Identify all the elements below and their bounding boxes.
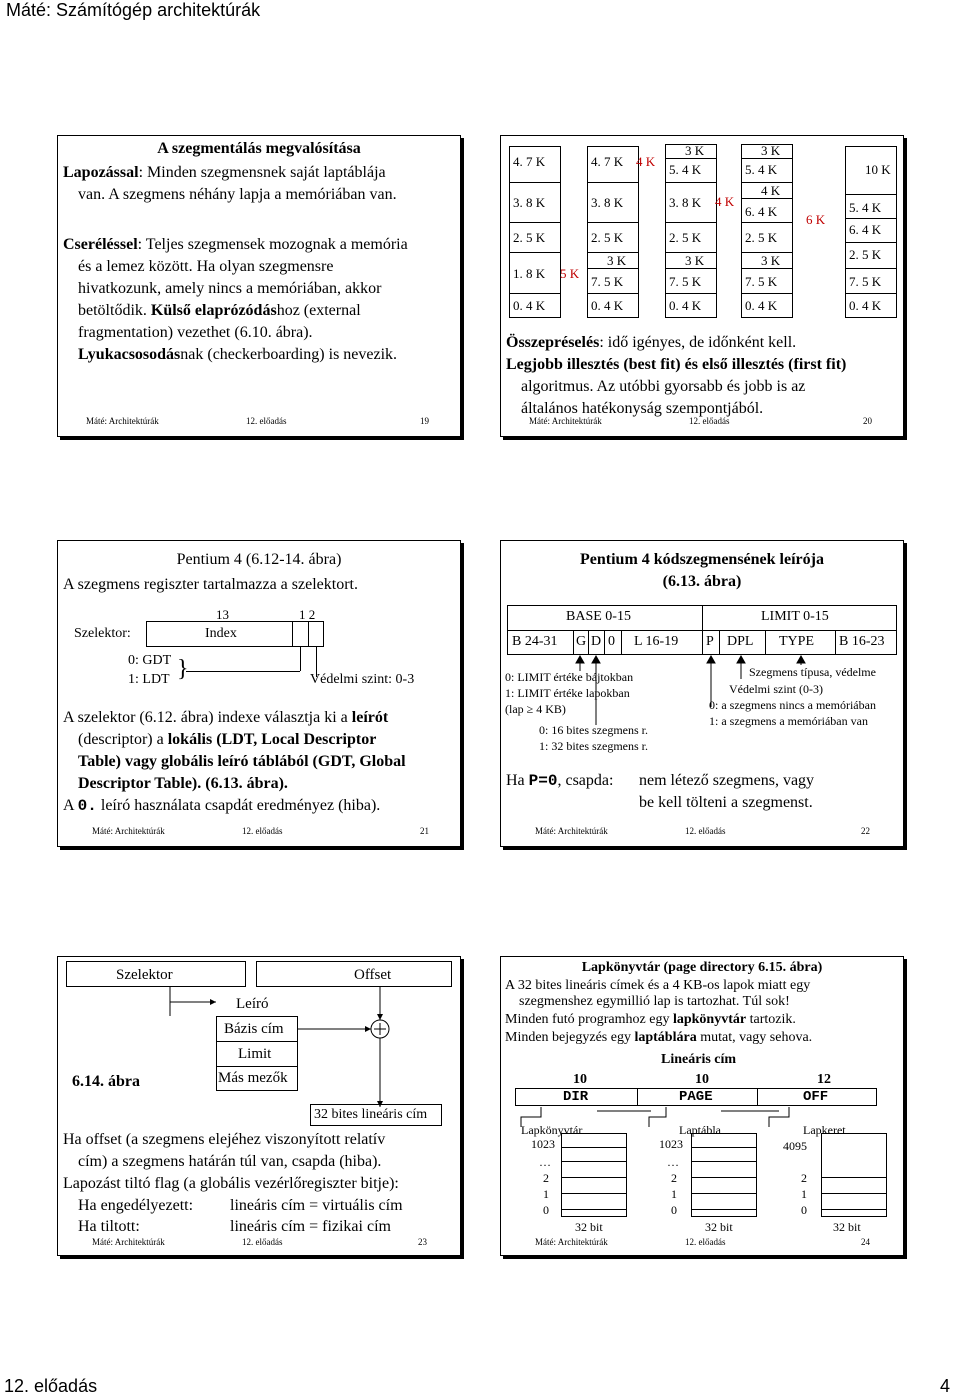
mem-block: 5. 4 K xyxy=(669,162,702,177)
mem-block: 7. 5 K xyxy=(591,274,624,289)
annotation: 1: a szegmens a memóriában van xyxy=(709,714,868,728)
text: Ha offset (a szegmens elejéhez viszonyított relatív xyxy=(63,1131,386,1148)
text-bold: Összepréselés xyxy=(506,334,600,351)
descriptor-label: Leíró xyxy=(236,996,269,1012)
index-label: 1 xyxy=(671,1187,677,1201)
index-field: Index xyxy=(205,626,237,641)
text-bold: Lyukacsosodás xyxy=(78,346,181,363)
text: lineáris cím = fizikai cím xyxy=(230,1218,391,1235)
text-bold: Cseréléssel xyxy=(63,236,138,253)
index-label: 0 xyxy=(801,1203,807,1217)
mem-block: 2. 5 K xyxy=(849,247,882,262)
annotation: 0: LIMIT értéke bájtokban xyxy=(505,670,634,684)
mem-block: 7. 5 K xyxy=(669,274,702,289)
other-fields: Más mezők xyxy=(218,1070,288,1086)
text: : Minden szegmensnek saját laptáblája xyxy=(138,164,386,181)
text-bold: Külső elaprózódás xyxy=(150,302,277,319)
footer-left: Máté: Architektúrák xyxy=(535,1237,608,1247)
mem-block: 4 K xyxy=(761,183,781,198)
text: nem létező szegmens, vagy xyxy=(639,772,815,789)
text: Ha xyxy=(506,772,529,789)
mem-block: 0. 4 K xyxy=(513,298,546,313)
ldt-option: 1: LDT xyxy=(128,672,170,687)
descriptor-field: TYPE xyxy=(779,634,814,649)
slide-footer xyxy=(501,1237,903,1249)
index-label: 0 xyxy=(543,1203,549,1217)
mem-block: 3 K xyxy=(761,253,781,268)
mem-block: 2. 5 K xyxy=(669,230,702,245)
slide-20 xyxy=(500,135,904,437)
slide-title: Lapkönyvtár (page directory 6.15. ábra) xyxy=(581,960,823,975)
protection-level: Védelmi szint: 0-3 xyxy=(310,672,415,687)
text-bold: Legjobb illesztés (best fit) és első illesztés (first fit) xyxy=(506,356,847,373)
bit-width-label: 32 bit xyxy=(575,1220,603,1234)
mem-block: 4. 7 K xyxy=(591,154,624,169)
mem-block: 2. 5 K xyxy=(745,230,778,245)
footer-left: Máté: Architektúrák xyxy=(92,1237,165,1247)
mem-block: 3 K xyxy=(685,143,705,158)
brace-icon: } xyxy=(177,656,189,682)
slide-19 xyxy=(57,135,461,437)
gdt-option: 0: GDT xyxy=(128,653,172,668)
bit-width-label: 32 bit xyxy=(833,1220,861,1234)
index-label: 1 xyxy=(543,1187,549,1201)
mem-block: 5. 4 K xyxy=(745,162,778,177)
text: A szegmens regiszter tartalmazza a szelektort. xyxy=(63,576,358,593)
descriptor-field: G xyxy=(576,634,587,649)
index-label: 4095 xyxy=(783,1139,807,1153)
slide-23 xyxy=(57,956,461,1256)
descriptor-field: D xyxy=(591,634,602,649)
footer-left: Máté: Architektúrák xyxy=(529,416,602,426)
text: mutat, vagy sehova. xyxy=(696,1030,813,1045)
mem-block: 10 K xyxy=(865,162,891,177)
text-bold: Lapozással xyxy=(63,164,139,181)
footer-center: 12. előadás xyxy=(242,1237,283,1247)
text: A szelektor (6.12. ábra) indexe választja ki a xyxy=(63,709,352,726)
mem-block: 0. 4 K xyxy=(591,298,624,313)
slide-footer xyxy=(58,416,460,428)
mem-block: 0. 4 K xyxy=(669,298,702,313)
mem-block: 4. 7 K xyxy=(513,154,546,169)
table-title: Lapkönyvtár xyxy=(521,1123,583,1137)
text: hoz (external xyxy=(276,302,361,319)
page-header-title: Máté: Számítógép architektúrák xyxy=(6,0,261,20)
text-bold: Descriptor Table). (6.13. ábra). xyxy=(78,775,288,792)
bit-label: 1 2 xyxy=(299,607,316,622)
slide-21 xyxy=(57,540,461,847)
text: algoritmus. Az utóbbi gyorsabb és jobb is az xyxy=(521,378,806,395)
selector-label: Szelektor xyxy=(116,967,173,983)
limit-field: Limit xyxy=(238,1046,272,1062)
mem-block: 3. 8 K xyxy=(513,195,546,210)
mem-block: 6. 4 K xyxy=(745,204,778,219)
free-hole-label: 5 K xyxy=(560,266,580,281)
dir-field: DIR xyxy=(563,1089,589,1105)
text: nak (checkerboarding) is nevezik. xyxy=(180,346,398,363)
annotation: 1: LIMIT értéke lapokban xyxy=(505,686,630,700)
slide-title: Pentium 4 (6.12-14. ábra) xyxy=(176,551,342,568)
text-bold: leírót xyxy=(351,709,389,726)
free-hole-label: 6 K xyxy=(806,212,826,227)
text: , csapda: xyxy=(557,772,614,789)
text: A 32 bites lineáris címek és a 4 KB-os lapok miatt egy xyxy=(505,978,811,993)
slide-title: (6.13. ábra) xyxy=(662,573,742,590)
bit-width: 10 xyxy=(573,1072,587,1087)
text-bold: P=0 xyxy=(528,772,558,790)
mem-block: 3 K xyxy=(761,143,781,158)
annotation: 0: a szegmens nincs a memóriában xyxy=(709,698,876,712)
slide-number: 21 xyxy=(420,826,429,836)
slide-footer xyxy=(501,826,903,838)
annotation: Védelmi szint (0-3) xyxy=(729,682,823,696)
footer-center: 12. előadás xyxy=(246,416,287,426)
mem-block: 0. 4 K xyxy=(745,298,778,313)
text: van. A szegmens néhány lapja a memóriában van. xyxy=(78,186,397,203)
text: Lapozást tiltó flag (a globális vezérlőregiszter bitje): xyxy=(63,1175,399,1192)
descriptor-field: P xyxy=(706,634,714,649)
mem-block: 3 K xyxy=(607,253,627,268)
text: (descriptor) a xyxy=(78,731,168,748)
offset-label: Offset xyxy=(354,967,392,983)
text-bold: lokális (LDT, Local Descriptor xyxy=(167,731,377,748)
footer-center: 12. előadás xyxy=(685,1237,726,1247)
free-hole-label: 4 K xyxy=(715,194,735,209)
slide-number: 19 xyxy=(420,416,429,426)
page-frame xyxy=(821,1133,887,1217)
table-title: Lapkeret xyxy=(803,1123,846,1137)
mem-block: 3. 8 K xyxy=(591,195,624,210)
text: Minden bejegyzés egy xyxy=(505,1030,635,1045)
bit-label: 13 xyxy=(216,607,229,622)
slide-footer xyxy=(58,1237,460,1249)
text: betöltődik. xyxy=(78,302,151,319)
slide-title: Pentium 4 kódszegmensének leírója xyxy=(580,551,824,568)
text: tartozik. xyxy=(746,1012,796,1027)
index-label: … xyxy=(667,1155,679,1169)
free-hole-label: 4 K xyxy=(636,154,656,169)
descriptor-field: B 16-23 xyxy=(839,634,885,649)
footer-center: 12. előadás xyxy=(685,826,726,836)
mem-block: 0. 4 K xyxy=(849,298,882,313)
slide-title: A szegmentálás megvalósítása xyxy=(157,140,361,157)
annotation: 1: 32 bites szegmens r. xyxy=(539,739,648,753)
mem-block: 7. 5 K xyxy=(849,274,882,289)
index-label: 1023 xyxy=(531,1137,555,1151)
text-bold: lapkönyvtár xyxy=(672,1012,747,1027)
mem-block: 2. 5 K xyxy=(513,230,546,245)
footer-left: Máté: Architektúrák xyxy=(92,826,165,836)
footer-left: Máté: Architektúrák xyxy=(535,826,608,836)
text: és a lemez között. Ha olyan szegmensre xyxy=(78,258,334,275)
slide-footer xyxy=(501,416,903,428)
text: : idő igényes, de időnként kell. xyxy=(599,334,797,351)
mem-block: 5. 4 K xyxy=(849,200,882,215)
linear-address-label: 32 bites lineáris cím xyxy=(314,1107,428,1122)
mem-block: 6. 4 K xyxy=(849,222,882,237)
footer-center: 12. előadás xyxy=(689,416,730,426)
footer-left: Máté: Architektúrák xyxy=(86,416,159,426)
slide-number: 22 xyxy=(861,826,870,836)
page-field: PAGE xyxy=(679,1089,713,1105)
bit-width: 12 xyxy=(817,1072,831,1087)
mem-block: 1. 8 K xyxy=(513,266,546,281)
index-label: 2 xyxy=(801,1171,807,1185)
text: általános hatékonyság szempontjából. xyxy=(521,400,764,417)
base-address-field: Bázis cím xyxy=(224,1021,284,1037)
slide-24 xyxy=(500,956,904,1256)
address-diagram-lines xyxy=(58,957,460,1127)
text-bold: 0. xyxy=(77,797,97,815)
text: cím) a szegmens határán túl van, csapda (hiba). xyxy=(78,1153,382,1170)
figure-label: 6.14. ábra xyxy=(72,1073,140,1090)
index-label: 2 xyxy=(543,1171,549,1185)
page-table xyxy=(691,1133,757,1217)
page-footer-left: 12. előadás xyxy=(4,1376,98,1396)
descriptor-field: L 16-19 xyxy=(634,634,679,649)
text-bold: Table) vagy globális leíró táblából (GDT, Global xyxy=(78,753,406,770)
index-label: 1 xyxy=(801,1187,807,1201)
limit-field: LIMIT 0-15 xyxy=(761,609,829,624)
bit-width: 10 xyxy=(695,1072,709,1087)
text: leíró használata csapdát eredményez (hiba). xyxy=(96,797,381,814)
text: Ha tiltott: xyxy=(78,1218,140,1235)
mem-block: 3 K xyxy=(685,253,705,268)
text: szegmenshez egymillió lap is tartozhat. Túl sok! xyxy=(519,994,790,1009)
bit-width-label: 32 bit xyxy=(705,1220,733,1234)
selector-label: Szelektor: xyxy=(74,626,131,641)
index-label: 2 xyxy=(671,1171,677,1185)
page-number: 4 xyxy=(940,1376,951,1396)
text: fragmentation) vezethet (6.10. ábra). xyxy=(78,324,313,341)
off-field: OFF xyxy=(803,1089,829,1105)
text: hivatkozunk, amely nincs a memóriában, akkor xyxy=(78,280,382,297)
index-label: 0 xyxy=(671,1203,677,1217)
table-title: Laptábla xyxy=(679,1123,721,1137)
text-bold: laptáblára xyxy=(634,1030,697,1045)
slide-number: 20 xyxy=(863,416,872,426)
descriptor-field: 0 xyxy=(608,634,615,649)
descriptor-field: B 24-31 xyxy=(512,634,558,649)
index-label: … xyxy=(539,1155,551,1169)
slide-footer xyxy=(58,826,460,838)
text: be kell tölteni a szegmenst. xyxy=(639,794,813,811)
footer-center: 12. előadás xyxy=(242,826,283,836)
page-directory-table xyxy=(561,1133,627,1217)
text: Ha engedélyezett: xyxy=(78,1197,194,1214)
slide-number: 24 xyxy=(861,1237,870,1247)
linear-address-title: Lineáris cím xyxy=(661,1052,737,1067)
mem-block: 3. 8 K xyxy=(669,195,702,210)
descriptor-field: DPL xyxy=(727,634,754,649)
slide-22 xyxy=(500,540,904,847)
mem-block: 7. 5 K xyxy=(745,274,778,289)
text: : Teljes szegmensek mozognak a memória xyxy=(137,236,408,253)
mem-block: 2. 5 K xyxy=(591,230,624,245)
text: A xyxy=(63,797,78,814)
slide-number: 23 xyxy=(418,1237,427,1247)
text: lineáris cím = virtuális cím xyxy=(230,1197,403,1214)
annotation: 0: 16 bites szegmens r. xyxy=(539,723,648,737)
base-field: BASE 0-15 xyxy=(566,609,631,624)
index-label: 1023 xyxy=(659,1137,683,1151)
annotation: (lap ≥ 4 KB) xyxy=(505,702,566,716)
annotation: Szegmens típusa, védelme xyxy=(749,665,876,679)
text: Minden futó programhoz egy xyxy=(505,1012,673,1027)
